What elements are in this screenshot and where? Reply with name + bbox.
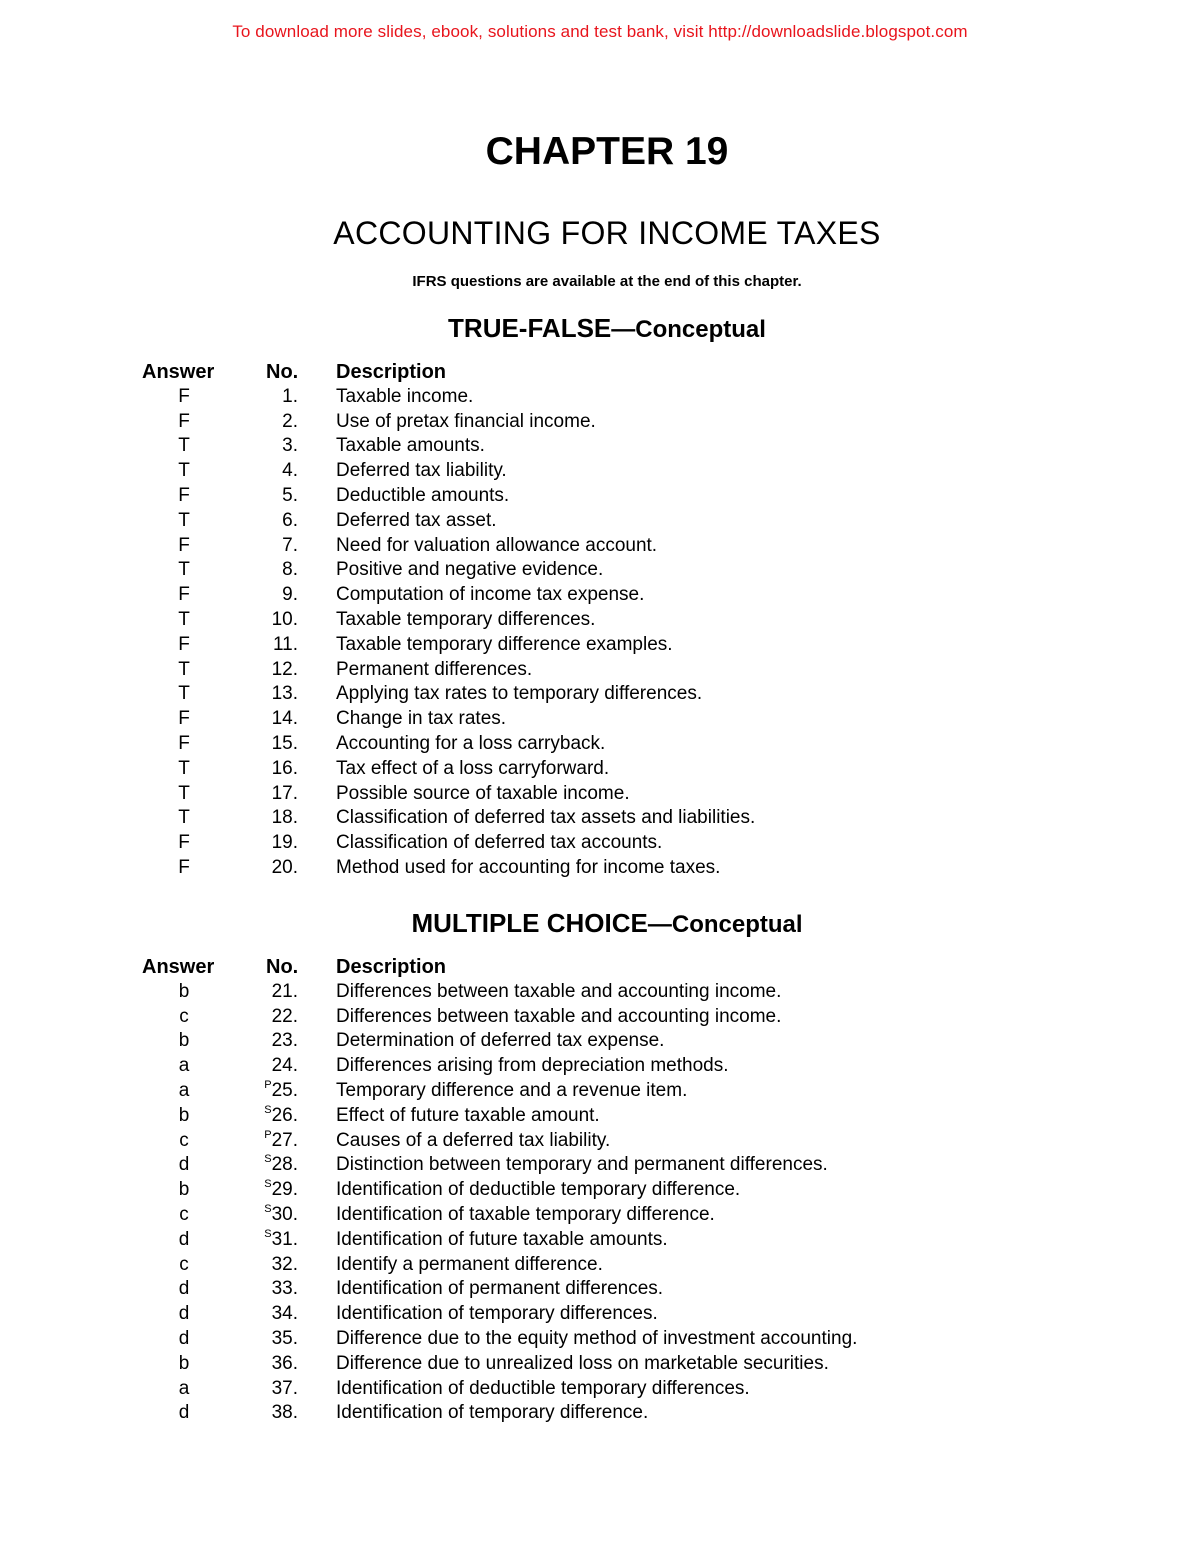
question-number: 19.	[271, 832, 298, 854]
description-cell: Differences arising from depreciation methods.	[336, 1055, 729, 1077]
number-cell	[230, 1327, 298, 1352]
description-cell: Identification of taxable temporary difference.	[336, 1203, 715, 1225]
question-number: 17.	[271, 782, 298, 804]
description-cell: Taxable temporary difference examples.	[336, 633, 673, 655]
question-source-marker: P	[264, 1078, 272, 1091]
number-cell	[230, 459, 298, 484]
description-cell: Temporary difference and a revenue item.	[336, 1079, 688, 1101]
description-cell: Taxable amounts.	[336, 435, 485, 457]
question-source-marker: S	[264, 1103, 272, 1116]
description-cell: Difference due to the equity method of investment accounting.	[336, 1327, 858, 1349]
number-cell	[230, 385, 298, 410]
number-cell	[230, 1029, 298, 1054]
description-cell: Classification of deferred tax accounts.	[336, 832, 663, 854]
question-number: 23.	[271, 1030, 298, 1052]
number-cell	[230, 434, 298, 459]
question-number: 11.	[272, 633, 298, 655]
answer-cell: d	[178, 1154, 190, 1176]
question-number: 21.	[271, 980, 298, 1002]
answer-cell: F	[178, 584, 190, 606]
number-column-header: No.	[266, 361, 299, 383]
answer-cell: F	[178, 484, 190, 506]
table-row	[0, 757, 1200, 782]
number-cell	[230, 558, 298, 583]
answer-column-header: Answer	[142, 956, 215, 978]
question-number: 34.	[271, 1303, 298, 1325]
table-row	[0, 1277, 1200, 1302]
question-number: 13.	[271, 683, 298, 705]
number-cell	[230, 410, 298, 435]
answer-cell: c	[179, 1005, 189, 1027]
description-cell: Need for valuation allowance account.	[336, 534, 658, 556]
description-cell: Difference due to unrealized loss on marketable securities.	[336, 1352, 829, 1374]
table-row	[0, 1253, 1200, 1278]
number-cell	[230, 707, 298, 732]
description-cell: Classification of deferred tax assets and liabilities.	[336, 807, 756, 829]
question-number: 3.	[282, 435, 298, 457]
table-row	[0, 682, 1200, 707]
question-number: 38.	[271, 1402, 298, 1424]
description-cell: Use of pretax financial income.	[336, 410, 596, 432]
table-row	[0, 410, 1200, 435]
question-number: 25.	[271, 1079, 298, 1101]
table-row	[0, 732, 1200, 757]
answer-cell: F	[178, 732, 190, 754]
answer-cell: b	[178, 980, 190, 1002]
question-number: 24.	[271, 1055, 298, 1077]
answer-column-header: Answer	[142, 361, 215, 383]
description-cell: Deferred tax liability.	[336, 460, 507, 482]
question-source-marker: P	[264, 1128, 272, 1141]
answer-cell: F	[178, 410, 190, 432]
multiple-choice-heading	[0, 908, 1200, 939]
description-cell: Deferred tax asset.	[336, 509, 497, 531]
answer-cell: c	[179, 1203, 189, 1225]
description-cell: Positive and negative evidence.	[336, 559, 604, 581]
multiple-choice-table	[0, 955, 1200, 1426]
answer-cell: F	[178, 856, 190, 878]
question-number: 1.	[282, 385, 298, 407]
chapter-title: ACCOUNTING FOR INCOME TAXES	[333, 215, 881, 251]
description-cell: Method used for accounting for income taxes.	[336, 856, 721, 878]
table-row	[0, 782, 1200, 807]
description-cell: Taxable income.	[336, 385, 474, 407]
number-cell	[230, 658, 298, 683]
description-cell: Taxable temporary differences.	[336, 608, 596, 630]
answer-cell: b	[178, 1104, 190, 1126]
table-row	[0, 1401, 1200, 1426]
table-header	[0, 955, 1200, 980]
table-row	[0, 707, 1200, 732]
description-cell: Causes of a deferred tax liability.	[336, 1129, 611, 1151]
number-cell	[230, 1302, 298, 1327]
table-row	[0, 806, 1200, 831]
question-number: 31.	[271, 1228, 298, 1250]
number-cell	[230, 583, 298, 608]
answer-cell: c	[179, 1253, 189, 1275]
table-row	[0, 633, 1200, 658]
table-row	[0, 509, 1200, 534]
description-cell: Permanent differences.	[336, 658, 533, 680]
table-row	[0, 484, 1200, 509]
question-number: 16.	[271, 757, 298, 779]
table-row	[0, 385, 1200, 410]
number-cell	[230, 534, 298, 559]
table-row	[0, 658, 1200, 683]
table-row	[0, 1104, 1200, 1129]
question-number: 20.	[271, 856, 298, 878]
number-cell	[230, 1005, 298, 1030]
number-column-header: No.	[266, 956, 299, 978]
answer-cell: T	[178, 509, 190, 531]
table-row	[0, 459, 1200, 484]
question-number: 27.	[271, 1129, 298, 1151]
table-row	[0, 608, 1200, 633]
question-number: 5.	[282, 484, 298, 506]
answer-cell: F	[178, 708, 190, 730]
number-cell	[230, 1079, 298, 1106]
question-number: 26.	[271, 1104, 298, 1126]
table-row	[0, 1079, 1200, 1104]
true-false-rows	[0, 385, 1200, 881]
table-row	[0, 856, 1200, 881]
table-row	[0, 1129, 1200, 1154]
answer-cell: F	[178, 534, 190, 556]
number-cell	[230, 1104, 298, 1131]
answer-cell: a	[178, 1055, 190, 1077]
question-number: 18.	[271, 807, 298, 829]
table-row	[0, 558, 1200, 583]
table-row	[0, 534, 1200, 559]
question-number: 37.	[271, 1377, 298, 1399]
answer-cell: T	[178, 435, 190, 457]
description-cell: Determination of deferred tax expense.	[336, 1030, 665, 1052]
number-cell	[230, 1054, 298, 1079]
download-banner: To download more slides, ebook, solutions and test bank, visit http://downloadslide.blogspot.com	[232, 22, 968, 41]
question-source-marker: S	[264, 1227, 272, 1240]
answer-cell: b	[178, 1352, 190, 1374]
number-cell	[230, 608, 298, 633]
table-row	[0, 1302, 1200, 1327]
question-number: 30.	[271, 1203, 298, 1225]
number-cell	[230, 1352, 298, 1377]
description-cell: Applying tax rates to temporary differences.	[336, 683, 703, 705]
answer-cell: d	[178, 1278, 190, 1300]
answer-cell: a	[178, 1079, 190, 1101]
question-source-marker: S	[264, 1153, 272, 1166]
description-cell: Deductible amounts.	[336, 484, 510, 506]
table-row	[0, 1228, 1200, 1253]
answer-cell: d	[178, 1303, 190, 1325]
description-cell: Tax effect of a loss carryforward.	[336, 757, 610, 779]
question-number: 36.	[271, 1352, 298, 1374]
number-cell	[230, 757, 298, 782]
question-number: 35.	[271, 1327, 298, 1349]
answer-cell: d	[178, 1402, 190, 1424]
description-cell: Change in tax rates.	[336, 708, 507, 730]
number-cell	[230, 980, 298, 1005]
answer-cell: T	[178, 608, 190, 630]
answer-cell: b	[178, 1030, 190, 1052]
answer-cell: c	[179, 1129, 189, 1151]
true-false-heading-sub: —Conceptual	[611, 316, 766, 343]
question-number: 15.	[271, 732, 298, 754]
number-cell	[230, 509, 298, 534]
number-cell	[230, 1178, 298, 1205]
table-row	[0, 1153, 1200, 1178]
true-false-heading-main: TRUE-FALSE	[448, 313, 612, 343]
question-number: 32.	[271, 1253, 298, 1275]
description-cell: Identification of permanent differences.	[336, 1278, 664, 1300]
description-column-header: Description	[336, 361, 447, 383]
description-cell: Effect of future taxable amount.	[336, 1104, 600, 1126]
answer-cell: T	[178, 658, 190, 680]
answer-cell: d	[178, 1228, 190, 1250]
description-cell: Differences between taxable and accounting income.	[336, 1005, 782, 1027]
table-row	[0, 434, 1200, 459]
question-number: 22.	[271, 1005, 298, 1027]
table-row	[0, 831, 1200, 856]
number-cell	[230, 732, 298, 757]
multiple-choice-rows	[0, 980, 1200, 1426]
question-number: 6.	[282, 509, 298, 531]
description-cell: Identification of temporary differences.	[336, 1303, 658, 1325]
answer-cell: a	[178, 1377, 190, 1399]
answer-cell: T	[178, 559, 190, 581]
table-header	[0, 360, 1200, 385]
question-number: 10.	[271, 608, 298, 630]
description-cell: Distinction between temporary and permanent differences.	[336, 1154, 828, 1176]
answer-cell: T	[178, 807, 190, 829]
question-number: 12.	[271, 658, 298, 680]
number-cell	[230, 1277, 298, 1302]
description-cell: Identification of future taxable amounts.	[336, 1228, 668, 1250]
answer-cell: F	[178, 633, 190, 655]
description-column-header: Description	[336, 956, 447, 978]
answer-cell: T	[178, 782, 190, 804]
description-cell: Identification of deductible temporary difference.	[336, 1179, 741, 1201]
question-source-marker: S	[264, 1202, 272, 1215]
number-cell	[230, 1377, 298, 1402]
number-cell	[230, 1203, 298, 1230]
table-row	[0, 1352, 1200, 1377]
number-cell	[230, 1228, 298, 1255]
number-cell	[230, 856, 298, 881]
table-row	[0, 1377, 1200, 1402]
number-cell	[230, 806, 298, 831]
question-number: 28.	[271, 1154, 298, 1176]
table-row	[0, 1203, 1200, 1228]
description-cell: Identification of temporary difference.	[336, 1402, 649, 1424]
number-cell	[230, 1253, 298, 1278]
description-cell: Identify a permanent difference.	[336, 1253, 603, 1275]
answer-cell: T	[178, 460, 190, 482]
multiple-choice-heading-sub: —Conceptual	[647, 911, 803, 938]
number-cell	[230, 1153, 298, 1180]
number-cell	[230, 633, 298, 658]
description-cell: Differences between taxable and accounting income.	[336, 980, 782, 1002]
question-number: 9.	[282, 584, 298, 606]
number-cell	[230, 484, 298, 509]
chapter-number: CHAPTER 19	[485, 130, 729, 173]
table-row	[0, 980, 1200, 1005]
true-false-table	[0, 360, 1200, 881]
table-row	[0, 583, 1200, 608]
table-row	[0, 1054, 1200, 1079]
answer-cell: F	[178, 385, 190, 407]
answer-cell: F	[178, 832, 190, 854]
answer-cell: T	[178, 683, 190, 705]
number-cell	[230, 1129, 298, 1156]
description-cell: Possible source of taxable income.	[336, 782, 630, 804]
answer-cell: T	[178, 757, 190, 779]
true-false-heading	[0, 313, 1200, 344]
multiple-choice-heading-main: MULTIPLE CHOICE	[411, 908, 648, 938]
table-row	[0, 1178, 1200, 1203]
description-cell: Accounting for a loss carryback.	[336, 732, 606, 754]
number-cell	[230, 682, 298, 707]
number-cell	[230, 782, 298, 807]
description-cell: Identification of deductible temporary differences.	[336, 1377, 750, 1399]
question-number: 8.	[282, 559, 298, 581]
question-number: 7.	[282, 534, 298, 556]
question-number: 33.	[271, 1278, 298, 1300]
question-number: 2.	[282, 410, 298, 432]
table-row	[0, 1029, 1200, 1054]
number-cell	[230, 1401, 298, 1426]
number-cell	[230, 831, 298, 856]
table-row	[0, 1327, 1200, 1352]
table-row	[0, 1005, 1200, 1030]
question-source-marker: S	[264, 1178, 272, 1191]
description-cell: Computation of income tax expense.	[336, 584, 645, 606]
question-number: 29.	[271, 1179, 298, 1201]
ifrs-note: IFRS questions are available at the end of this chapter.	[412, 273, 802, 290]
question-number: 4.	[282, 460, 298, 482]
answer-cell: d	[178, 1327, 190, 1349]
question-number: 14.	[271, 708, 298, 730]
answer-cell: b	[178, 1179, 190, 1201]
